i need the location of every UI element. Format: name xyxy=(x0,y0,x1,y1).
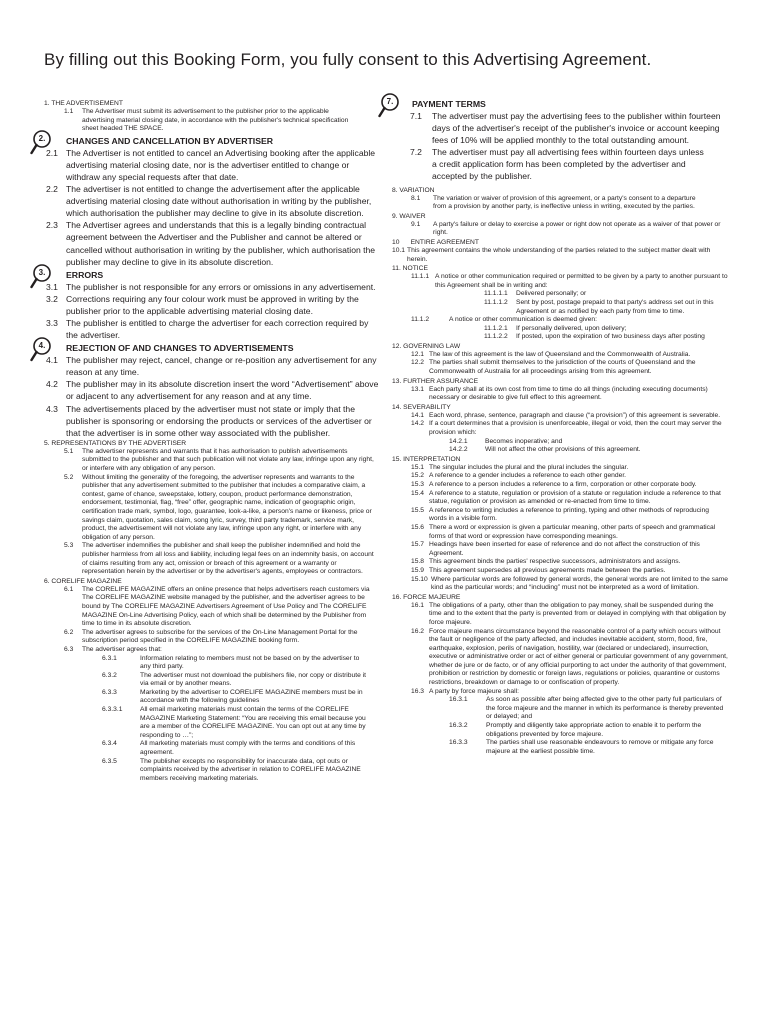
sub-clause xyxy=(392,325,728,334)
clause-number: 16.3.3 xyxy=(449,739,468,747)
clause-text: The advertiser must pay all advertising fees within fourteen days unless a credit application form has been completed by the advertiser and accepted by the publisher. xyxy=(432,147,704,182)
clause xyxy=(44,317,382,341)
clause-text: There a word or expression is given a particular meaning, other parts of speech and grammatical forms of that word or expression have corresponding meanings. xyxy=(429,523,716,540)
clause-number: 16.3 xyxy=(411,687,425,695)
clause-number: 7.2 xyxy=(410,147,422,158)
section-heading: 16. FORCE MAJEURE xyxy=(392,593,461,601)
clause-number: 3.3 xyxy=(46,318,58,328)
clause-text: If personally delivered, upon delivery; xyxy=(516,324,627,332)
section-heading: 13. FURTHER ASSURANCE xyxy=(392,377,479,385)
clause-number: 5.3 xyxy=(64,542,74,550)
clause-text: The Advertiser agrees and understands that this is a legally binding contractual agreement between the Advertiser and the Publisher and cannot be altered or cancelled without authorisation in writing by the publisher, which authorisation the publisher may decline to give in its absolute discretion. xyxy=(66,220,376,267)
clause-text: Each party shall at its own cost from time to time do all things (including executing documents) necessary or desirable to give full effect to this agreement. xyxy=(429,385,708,402)
clause xyxy=(392,688,728,697)
clause-text: The publisher may reject, cancel, change or re-position any advertisement for any reason at any time. xyxy=(66,355,377,378)
magnifier-icon xyxy=(30,263,54,289)
clause-number: 16.3.1 xyxy=(449,696,468,704)
sub-clause xyxy=(392,438,728,447)
sub-clause xyxy=(44,758,382,784)
clause-number: 15.3 xyxy=(411,481,425,488)
section-14 xyxy=(392,403,728,455)
clause-number: 11.1.1.1 xyxy=(484,290,508,298)
clause-text: Delivered personally; or xyxy=(516,290,587,298)
sub-clause xyxy=(392,446,728,455)
clause xyxy=(392,507,728,524)
clause-number: 15.5 xyxy=(411,506,425,514)
clause-text: A party's failure or delay to exercise a power or right dow not operate as a waiver of that power or right. xyxy=(433,220,721,237)
section-4 xyxy=(38,341,382,439)
clause-text: All email marketing materials must contain the terms of the CORELIFE MAGAZINE Marketing Statement: “You are receiving this email because you are a member of the CORELIFE MAGAZINE. You can opt out at any time by responding to …”; xyxy=(140,706,366,739)
section-16 xyxy=(392,593,728,757)
clause-text: This agreement supersedes all previous agreements made between the parties. xyxy=(429,566,666,574)
clause-text: A notice or other communication is deemed given: xyxy=(449,316,597,324)
clause-text: As soon as possible after being affected give to the other party full particulars of the force majeure and the manner in which its performance is thereby prevented or delayed; and xyxy=(486,696,724,721)
section-heading xyxy=(386,97,728,110)
sub-clause xyxy=(392,722,728,739)
section-heading: 1. THE ADVERTISEMENT xyxy=(44,100,123,107)
section-heading: 14. SEVERABILITY xyxy=(392,403,451,411)
page-title: By filling out this Booking Form, you fully consent to this Advertising Agreement. xyxy=(44,50,652,69)
section-heading: 5. REPRESENTATIONS BY THE ADVERTISER xyxy=(44,439,187,447)
clause xyxy=(392,386,728,403)
clause-text: The publisher is not responsible for any errors or omissions in any advertisement. xyxy=(66,281,376,292)
clause-text: If a court determines that a provision is unenforceable, illegal or void, then the court may server the provision which: xyxy=(429,420,722,437)
clause-number: 15.4 xyxy=(411,489,425,497)
clause-number: 3.1 xyxy=(46,281,58,292)
icon-number: 2. xyxy=(38,133,46,143)
clause xyxy=(392,146,728,182)
clause xyxy=(44,147,382,183)
clause-list xyxy=(44,147,382,268)
clause-number: 15.2 xyxy=(411,472,425,480)
sub-clause xyxy=(392,299,728,316)
clause-number: 4.1 xyxy=(46,355,58,366)
section-heading: 12. GOVERNING LAW xyxy=(392,342,461,350)
clause-text: Information relating to members must not be based on by the advertiser to any third party. xyxy=(140,654,360,671)
clause-number: 3.2 xyxy=(46,293,58,304)
clause-text: A reference to a gender includes a reference to each other gender. xyxy=(429,472,627,480)
clause xyxy=(392,567,728,576)
section-6 xyxy=(44,577,382,784)
clause-text: Force majeure means circumstance beyond the reasonable control of a party which occurs without the fault or negligence of the party affected, and includes inevitable accident, storm, flood, fire, earthquake, explosion, perils of navigation, hostility, war (declared or undeclared), insurrection, executive or administrative order or act of either general or particular government of any government, whether de jure or de facto, or of any official purporting to act under the authority of that government, prohibition or restriction by domestic or foreign laws, regulations or policies, quarantine or customs restrictions, breakdown or damage to or confiscation of property. xyxy=(429,627,728,687)
clause-number: 9.1 xyxy=(411,220,421,228)
clause-text: The obligations of a party, other than the obligation to pay money, shall be suspended during the time and to the extent that the party is prevented from or delayed in complying with that obligation by force majeure. xyxy=(429,601,727,626)
clause xyxy=(392,481,728,490)
clause xyxy=(392,576,728,593)
section-11 xyxy=(392,264,728,342)
clause-number: 13.1 xyxy=(411,385,425,393)
section-heading: 9. WAIVER xyxy=(392,212,426,220)
clause-number: 1.1 xyxy=(64,108,74,115)
icon-number: 3. xyxy=(38,267,46,277)
clause-text: If posted, upon the expiration of two business days after posting xyxy=(516,333,705,341)
clause-text: The publisher is entitled to charge the advertiser for each correction required by the advertiser. xyxy=(66,318,369,341)
clause-text: Each word, phrase, sentence, paragraph and clause (“a provision”) of this agreement is severable. xyxy=(429,411,721,419)
section-3 xyxy=(38,267,382,341)
heading-text: PAYMENT TERMS xyxy=(412,99,486,109)
clause xyxy=(392,221,728,238)
clause xyxy=(392,524,728,541)
clause-number: 14.2.1 xyxy=(449,437,468,445)
clause-text: Becomes inoperative; and xyxy=(485,437,563,445)
clause-text: The advertiser must pay the advertising fees to the publisher within fourteen days of the advertiser's receipt of the publisher's invoice or account keeping fees of 10% will be applied monthly to the total outstanding amount. xyxy=(432,111,721,146)
clause-number: 6.3.4 xyxy=(102,740,117,748)
clause xyxy=(44,474,382,543)
section-9 xyxy=(392,212,728,238)
section-8 xyxy=(392,186,728,212)
heading-text: REJECTION OF AND CHANGES TO ADVERTISEMENTS xyxy=(66,343,294,354)
clause xyxy=(44,629,382,646)
clause xyxy=(392,541,728,558)
sub-clause xyxy=(392,290,728,299)
sub-clause xyxy=(392,696,728,722)
section-1 xyxy=(44,99,382,134)
clause-text: The advertiser must not download the publishers file, nor copy or distribute it via email or by another means. xyxy=(140,671,367,688)
clause xyxy=(44,646,382,655)
clause-number: 16.3.2 xyxy=(449,722,468,730)
clause-number: 5.1 xyxy=(64,447,74,455)
clause xyxy=(392,558,728,567)
clause-number: 11.1.1.2 xyxy=(484,298,508,306)
clause-number: 2.2 xyxy=(46,184,58,195)
clause xyxy=(392,273,728,290)
clause-number: 4.2 xyxy=(46,379,58,390)
clause-number: 4.3 xyxy=(46,403,58,414)
clause-number: 8.1 xyxy=(411,194,421,202)
clause-text: A party by force majeure shall: xyxy=(429,687,519,695)
clause-text: The parties shall use reasonable endeavours to remove or mitigate any force majeure at the earliest possible time. xyxy=(486,739,714,755)
section-13 xyxy=(392,377,728,403)
clause-text: The Advertiser is not entitled to cancel an Advertising booking after the applicable advertising material closing date, nor is the advertiser entitled to change or withdraw any special requests after that date. xyxy=(66,147,376,182)
clause xyxy=(392,464,728,473)
clause-text: The advertiser agrees to subscribe for the services of the On-Line Management Portal for the subscription period specified in the CORELIFE MAGAZINE booking form. xyxy=(82,628,358,645)
clause-text: The CORELIFE MAGAZINE offers an online presence that helps advertisers reach customers via The CORELIFE MAGAZINE website managed by the publisher, and the advertiser agrees to be bound by The CORELIFE MAGAZINE Advertisers Agreement of Use Policy and The CORELIFE MAGAZINE On-Line Advertising Policy, each of which shall be determined by the Publisher from time to time in its absolute discretion. xyxy=(82,585,370,628)
clause-number: 7.1 xyxy=(410,111,422,121)
clause-text: The singular includes the plural and the plural includes the singular. xyxy=(429,463,629,471)
clause-text: The variation or waiver of provision of this agreement, or a party's consent to a departure from a provision by another party, is ineffective unless in writing, executed by the parties. xyxy=(433,194,696,211)
clause-text: All marketing materials must comply with the terms and conditions of this agreement. xyxy=(140,740,356,757)
clause-text: The publisher may in its absolute discretion insert the word “Advertisement” above or adjacent to any advertisement for any reason and at any time. xyxy=(66,379,379,402)
clause-text: Will not affect the other provisions of this agreement. xyxy=(485,446,641,454)
clause-number: 11.1.2 xyxy=(411,316,430,324)
sub-clause xyxy=(44,706,382,740)
clause xyxy=(392,110,728,146)
section-12 xyxy=(392,342,728,377)
clause-text: The advertiser indemnifies the publisher and shall keep the publisher indemnified and hold the publisher harmless from all loss and liability, including legal fees on an indemnity basis, on account of claims resulting from any act, omission or breach of this agreement or a warranty or representation herein by the advertiser or by the advertiser's agents, employees or contractors. xyxy=(82,542,374,576)
clause-number: 16.1 xyxy=(411,601,425,609)
clause-text: The advertiser agrees that: xyxy=(82,645,162,653)
clause-text: Without limiting the generality of the foregoing, the advertiser represents and warrants to the publisher that any advertisement submitted to the publisher that includes a comparative claim, a contest, game of chance, sweepstake, lottery, coupon, product performance demonstration, endorsement, testimonial, flag, “free” offer, geographic name, indication of geographic origin, certification trade mark, symbol, logo, guarantee, look-a-like, a person's name or likeness, price or savings claim, quotation, sales claim, song lyric, survey, third party trademark, service mark, product, the advertisement will not violate any law, infringe upon any right, or interfere with any obligation of any person. xyxy=(82,473,372,541)
clause-number: 2.3 xyxy=(46,220,58,231)
clause-number: 5.2 xyxy=(64,473,74,481)
clause-number: 11.1.2.1 xyxy=(484,324,508,332)
clause xyxy=(44,281,382,293)
clause-number: 6.2 xyxy=(64,628,74,636)
section-15 xyxy=(392,455,728,593)
clause xyxy=(392,490,728,507)
clause-text: The advertiser is not entitled to change the advertisement after the applicable advertising material closing date without authorisation in writing by the publisher, which authorisation the publisher may decline to give in its absolute discretion. xyxy=(66,184,372,219)
heading-text: ERRORS xyxy=(66,269,104,280)
clause-number: 12.2 xyxy=(411,359,425,367)
clause xyxy=(44,354,382,378)
clause-text: This agreement binds the parties' respective successors, administrators and assigns. xyxy=(429,558,681,566)
clause-list xyxy=(44,354,382,439)
clause-number: 6.3 xyxy=(64,645,74,653)
clause xyxy=(392,359,728,376)
clause-number: 6.3.1 xyxy=(102,654,117,662)
clause-number: 14.2.2 xyxy=(449,446,468,454)
magnifier-icon xyxy=(30,336,54,362)
clause xyxy=(392,628,728,688)
clause-number: 6.3.2 xyxy=(102,671,117,679)
clause-number: 15.8 xyxy=(411,558,425,566)
clause-number: 14.2 xyxy=(411,420,425,428)
left-column xyxy=(38,99,382,783)
clause-number: 15.10 xyxy=(411,575,428,583)
clause xyxy=(44,108,382,134)
clause-number: 6.1 xyxy=(64,585,74,593)
clause-text: A reference to a person includes a reference to a firm, corporation or other corporate body. xyxy=(429,481,697,488)
clause xyxy=(44,378,382,402)
clause-text: The Advertiser must submit its advertisement to the publisher prior to the applicable advertising material closing date, in accordance with the publisher's technical specification sheet headed THE SPACE. xyxy=(82,108,349,133)
clause-text: The advertiser represents and warrants that it has authorisation to publish advertisements submitted to the publisher and that such publication will not violate any law, infringe upon any right, or interfere with any obligation of any person. xyxy=(82,447,374,473)
clause-text: Where particular words are followed by general words, the general words are not limited to the same kind as the particular words; and “including” must not be interpreted as a word of limitation. xyxy=(431,575,728,592)
clause xyxy=(392,351,728,360)
magnifier-icon xyxy=(378,92,402,118)
clause xyxy=(44,183,382,219)
clause-text: A reference to a statute, regulation or provision of a statute or regulation include a reference to that statue, regulation or provision as amended or re-enacted from time to time. xyxy=(429,489,721,506)
section-heading: 11. NOTICE xyxy=(392,265,428,273)
sub-clause xyxy=(44,689,382,706)
clause-number: 2.1 xyxy=(46,147,58,158)
clause-list xyxy=(392,110,728,183)
section-heading xyxy=(38,267,382,281)
clause-number: 6.3.3.1 xyxy=(102,706,123,714)
clause-text: Sent by post, postage prepaid to that party's address set out in this Agreement or as notified by each party from time to time. xyxy=(516,298,714,315)
clause xyxy=(392,247,728,264)
clause-text: A reference to writing includes a reference to printing, typing and other methods of reproducing words in a visible form. xyxy=(429,506,709,523)
clause-number: 11.1.2.2 xyxy=(484,333,508,341)
clause-number: 14.1 xyxy=(411,411,425,419)
clause xyxy=(392,412,728,421)
clause-number: 15.7 xyxy=(411,541,425,549)
clause xyxy=(44,448,382,474)
clause-text: The law of this agreement is the law of Queensland and the Commonwealth of Australia. xyxy=(429,350,691,358)
clause-number: 10.1 xyxy=(392,246,406,254)
section-heading xyxy=(38,133,382,147)
clause xyxy=(392,195,728,212)
clause xyxy=(392,472,728,481)
clause-number: 12.1 xyxy=(411,350,425,358)
clause-text: Marketing by the advertiser to CORELIFE MAGAZINE members must be in accordance with the following guidelines xyxy=(140,688,363,705)
clause xyxy=(44,219,382,267)
clause xyxy=(44,586,382,629)
clause-number: 6.3.3 xyxy=(102,688,117,696)
section-10 xyxy=(392,238,728,264)
icon-number: 7. xyxy=(386,97,394,106)
clause-text: Headings have been inserted for ease of reference and do not affect the construction of this Agreement. xyxy=(429,541,700,557)
clause-text: The publisher excepts no responsibility for inaccurate data, opt outs or complaints received by the advertiser in relation to CORELIFE MAGAZINE members receiving marketing materials. xyxy=(140,757,361,782)
section-heading xyxy=(38,341,382,354)
clause-number: 11.1.1 xyxy=(411,273,430,281)
magnifier-icon xyxy=(30,129,54,155)
icon-number: 4. xyxy=(38,341,46,351)
sub-clause xyxy=(44,740,382,757)
clause xyxy=(44,542,382,576)
clause xyxy=(392,420,728,437)
clause-text: Promptly and diligently take appropriate action to enable it to perform the obligations prevented by force majeure. xyxy=(486,722,702,738)
sub-clause xyxy=(392,333,728,342)
sub-clause xyxy=(44,655,382,672)
section-heading: 6. CORELIFE MAGAZINE xyxy=(44,577,122,585)
clause-text: The advertisements placed by the advertiser must not state or imply that the publisher is sponsoring or endorsing the products or services of the advertiser or that the advertiser is in some other way associated with the publisher. xyxy=(66,403,372,438)
clause-number: 6.3.5 xyxy=(102,757,117,765)
clause xyxy=(44,403,382,439)
section-2 xyxy=(38,133,382,268)
clause-number: 15.6 xyxy=(411,523,425,531)
clause-text: A notice or other communication required or permitted to be given by a party to another pursuant to this Agreement shall be in writing and: xyxy=(435,273,728,289)
clause-text: The parties shall submit themselves to the jurisdiction of the courts of Queensland and the Commonwealth of Australia for all proceedings arising from this agreement. xyxy=(429,359,696,376)
clause xyxy=(44,293,382,317)
clause-number: 15.1 xyxy=(411,463,425,471)
heading-text: CHANGES AND CANCELLATION BY ADVERTISER xyxy=(66,135,274,146)
sub-clause xyxy=(44,672,382,689)
right-column xyxy=(386,97,728,756)
clause xyxy=(392,602,728,628)
clause-list xyxy=(44,281,382,341)
clause xyxy=(392,316,728,325)
section-7 xyxy=(386,97,728,183)
section-5 xyxy=(44,439,382,577)
clause-text: This agreement contains the whole understanding of the parties related to the subject matter dealt with herein. xyxy=(407,246,711,263)
section-heading: 8. VARIATION xyxy=(392,186,435,194)
sub-clause xyxy=(392,739,728,756)
section-heading: 10 ENTIRE AGREEMENT xyxy=(392,238,479,246)
clause-text: Corrections requiring any four colour work must be approved in writing by the publisher prior to the applicable advertising material closing date. xyxy=(66,293,359,316)
section-heading: 15. INTERPRETATION xyxy=(392,455,461,463)
clause-number: 16.2 xyxy=(411,627,425,635)
clause-number: 15.9 xyxy=(411,566,425,574)
